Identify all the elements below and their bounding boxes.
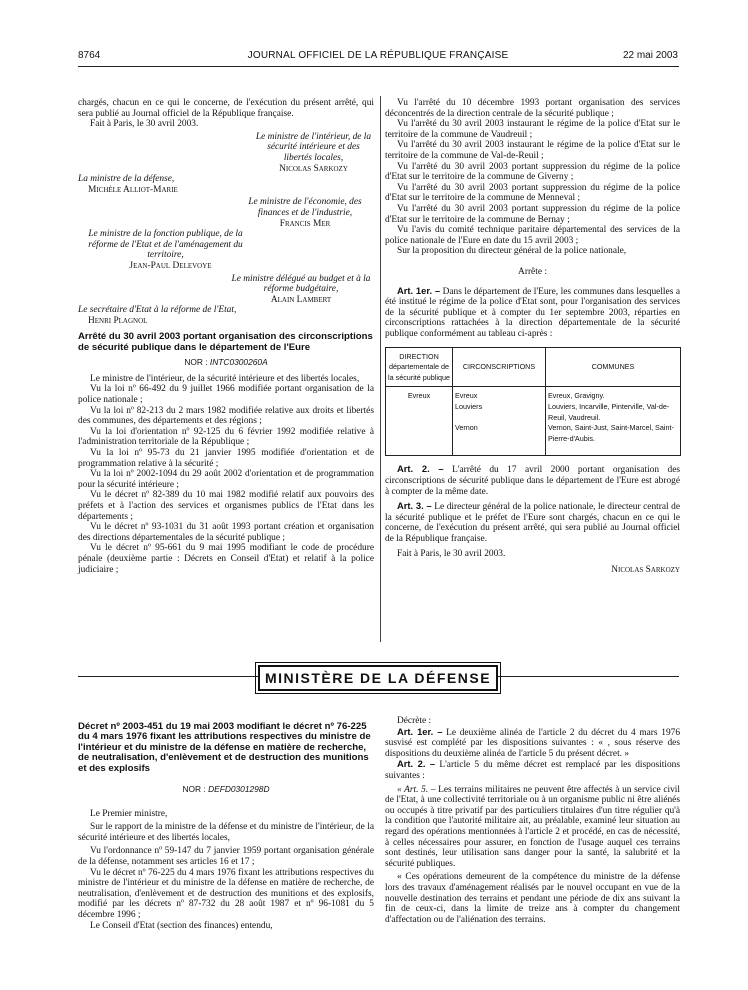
ministry-heading: MINISTÈRE DE LA DÉFENSE bbox=[258, 665, 498, 691]
article-text: L'article 5 du même décret est remplacé par les dispositions suivantes : bbox=[385, 760, 681, 781]
article-2 bbox=[385, 464, 680, 497]
paragraph: Le Conseil d'Etat (section des finances) entendu, bbox=[90, 920, 273, 931]
article-label: Art. 2. – bbox=[397, 463, 444, 475]
article-label: Art. 3. – bbox=[397, 500, 432, 512]
signatory-name: Michèle Alliot-Marie bbox=[88, 184, 178, 195]
article-text: Les terrains militaires ne peuvent être affectés à un service civil de l'Etat, à une collectivité territoriale ou à un organisme public ni être aliénés ou occupés à titre privatif par des particuliers titulaires d'un titre régulier qu'à la condition que l'autorité militaire ait, au préalable, examiné leur situation au regard des opérations mentionnées à l'article 2 et procédé, en cas de nécessité, à celles nécessaires pour assurer, en fonction de l'usage auquel ces terrains sont destinés, leur utilisation sans danger pour la santé, la salubrité et la sécurité publiques. bbox=[385, 784, 681, 869]
signature-block bbox=[228, 274, 374, 306]
table-row bbox=[386, 387, 681, 456]
article-text: Dans le département de l'Eure, les communes dans lesquelles a été institué le régime de la police d'Etat sont, pour l'organisation des services de la sécurité publique et à compter du 1er septembre 2003, réparties en circonscriptions rattachées à la direction départementale de la sécurité publique conformément au tableau ci-après : bbox=[385, 286, 681, 339]
signatory-role: La ministre de la défense, bbox=[78, 174, 175, 185]
communes: Evreux, Gravigny. bbox=[548, 391, 605, 401]
page-header bbox=[78, 50, 678, 66]
paragraph: Vu l'arrêté du 30 avril 2003 instaurant le régime de la police d'Etat sur le territoire de la commune de Val-de-Reuil ; bbox=[385, 140, 680, 161]
paragraph: Vu l'arrêté du 30 avril 2003 portant suppression du régime de la police d'Etat sur le territoire de la commune de Bernay ; bbox=[385, 203, 680, 225]
circonscriptions-table bbox=[385, 347, 681, 456]
paragraph: Sur le rapport de la ministre de la défense et du ministre de l'intérieur, de la sécurité intérieure et des libertés locales, bbox=[78, 822, 374, 843]
paragraph: Vu l'arrêté du 30 avril 2003 instaurant le régime de la police d'Etat sur le territoire de la commune de Vaudreuil ; bbox=[385, 119, 680, 140]
paragraph: Le Premier ministre, bbox=[90, 808, 168, 819]
article-label: « Art. 5. – bbox=[397, 784, 436, 795]
paragraph: Vu la loi nº 2002-1094 du 29 août 2002 d'orientation et de programmation pour la sécurité intérieure ; bbox=[78, 469, 374, 490]
paragraph: Vu le décret nº 95-661 du 9 mai 1995 modifiant le code de procédure pénale (deuxième partie : Décrets en Conseil d'Etat) et relatif à la police judiciaire ; bbox=[78, 543, 374, 575]
signature-block bbox=[236, 197, 374, 229]
paragraph: Vu le décret nº 82-389 du 10 mai 1982 modifié relatif aux pouvoirs des préfets et à l'action des services et organismes publics de l'Etat dans les départements ; bbox=[78, 490, 374, 522]
nor-code: INTC0300260A bbox=[209, 357, 268, 368]
column-separator bbox=[380, 96, 381, 642]
paragraph: Vu la loi nº 95-73 du 21 janvier 1995 modifiée d'orientation et de programmation relative à la sécurité ; bbox=[78, 448, 374, 469]
signature-block bbox=[253, 132, 374, 174]
signatory-role: Le ministre de l'économie, des finances et de l'industrie, bbox=[248, 197, 362, 218]
article-text: L'arrêté du 17 avril 2000 portant organisation des circonscriptions de sécurité publique dans le département de l'Eure est abrogé à compter de la même date. bbox=[385, 465, 681, 497]
signatory-name: Nicolas Sarkozy bbox=[279, 163, 348, 174]
signatory-role: Le ministre de la fonction publique, de la réforme de l'Etat et de l'aménagement du territoire, bbox=[88, 229, 243, 261]
table-cell bbox=[546, 387, 681, 456]
paragraph: Vu l'arrêté du 30 avril 2003 portant suppression du régime de la police d'Etat sur le territoire de la commune de Giverny ; bbox=[385, 161, 680, 183]
left-column bbox=[78, 98, 374, 575]
paragraph: Vu la loi d'orientation nº 92-125 du 6 février 1992 modifiée relative à l'administration territoriale de la République ; bbox=[78, 426, 374, 448]
table-cell: Evreux bbox=[386, 387, 453, 456]
signatory-name: Francis Mer bbox=[279, 218, 331, 229]
nor-code: DEFD0301298D bbox=[208, 784, 270, 795]
article-2 bbox=[385, 759, 680, 781]
header-rule bbox=[78, 66, 679, 67]
signature-block bbox=[78, 305, 278, 326]
article-1 bbox=[385, 727, 680, 760]
article-label: Art. 1er. – bbox=[397, 284, 441, 296]
decrete-heading: Décrète : bbox=[397, 716, 432, 726]
paragraph: Vu l'arrêté du 10 décembre 1993 portant organisation des services déconcentrés de la direction centrale de la sécurité publique ; bbox=[385, 98, 680, 119]
circonscription: Evreux bbox=[455, 391, 478, 401]
table-cell bbox=[453, 387, 546, 456]
table-header: COMMUNES bbox=[546, 348, 681, 387]
paragraph: Fait à Paris, le 30 avril 2003. bbox=[90, 119, 199, 130]
communes: Vernon, Saint-Just, Saint-Marcel, Saint-Pierre-d'Aubis. bbox=[548, 423, 674, 443]
article-text: Le deuxième alinéa de l'article 2 du décret du 4 mars 1976 susvisé est complété par les dispositions suivantes : « , sous réserve des dispositions du deuxième alinéa de l'article 5 du présent décret. » bbox=[385, 727, 681, 759]
right-column bbox=[385, 98, 680, 576]
decree-title: Décret nº 2003-451 du 19 mai 2003 modifiant le décret nº 76-225 du 4 mars 1976 fixant les attributions respectives du ministre de l'intérieur et du ministre de la défense en matière de recherche, de neutralisation, d'enlèvement et de destruction des munitions et des explosifs bbox=[78, 721, 371, 774]
signatory-name: Jean-Paul Delevoye bbox=[129, 260, 212, 271]
paragraph: Vu la loi nº 66-492 du 9 juillet 1966 modifiée portant organisation de la police nationale ; bbox=[78, 384, 374, 406]
decree-title: Arrêté du 30 avril 2003 portant organisation des circonscriptions de sécurité publique dans le département de l'Eure bbox=[78, 331, 373, 353]
article-label: Art. 2. – bbox=[397, 758, 436, 770]
signatory-name: Henri Plagnol bbox=[88, 315, 148, 326]
article-text: Le directeur général de la police nationale, le directeur central de la sécurité publique et le préfet de l'Eure sont chargés, chacun en ce qui le concerne, de l'exécution du présent arrêté, qui sera publié au Journal officiel de la République française. bbox=[385, 502, 681, 545]
article-1 bbox=[385, 286, 680, 340]
paragraph: Vu l'arrêté du 30 avril 2003 portant suppression du régime de la police d'Etat sur le territoire de la commune de Menneval ; bbox=[385, 182, 680, 204]
journal-title: JOURNAL OFFICIEL DE LA RÉPUBLIQUE FRANÇAISE bbox=[247, 50, 509, 61]
article-5 bbox=[385, 785, 680, 870]
paragraph: Vu l'avis du comité technique paritaire départemental des services de la police nationale de l'Eure en date du 15 avril 2003 ; bbox=[385, 225, 680, 246]
arrete-heading: Arrête : bbox=[518, 266, 547, 277]
right-column-2 bbox=[385, 716, 680, 925]
paragraph: « Ces opérations demeurent de la compétence du ministre de la défense lors des travaux d'aménagement réalisés par le nouvel occupant en vue de la nouvelle destination des terrains et pendant une période de dix ans suivant la fin de ceux-ci, dans la limite de treize ans à compter du changement d'affectation ou de l'aliénation des terrains. bbox=[385, 872, 680, 925]
paragraph: Sur la proposition du directeur général de la police nationale, bbox=[397, 246, 627, 257]
paragraph: chargés, chacun en ce qui le concerne, de l'exécution du présent arrêté, qui sera publié au Journal officiel de la République française. bbox=[78, 98, 374, 119]
signatory-name: Alain Lambert bbox=[270, 294, 332, 305]
table-header-row bbox=[386, 348, 681, 387]
signature-block bbox=[78, 174, 208, 195]
issue-date: 22 mai 2003 bbox=[622, 50, 678, 61]
article-3 bbox=[385, 501, 680, 544]
paragraph: Vu l'ordonnance nº 59-147 du 7 janvier 1959 portant organisation générale de la défense, notamment ses articles 16 et 17 ; bbox=[78, 846, 374, 867]
paragraph: Vu la loi nº 82-213 du 2 mars 1982 modifiée relative aux droits et libertés des communes, des départements et des régions ; bbox=[78, 405, 374, 427]
paragraph: Fait à Paris, le 30 avril 2003. bbox=[397, 548, 506, 559]
article-label: Art. 1er. – bbox=[397, 725, 443, 737]
paragraph: Vu le décret nº 93-1031 du 31 août 1993 portant création et organisation des directions départementales de la sécurité publique ; bbox=[78, 522, 374, 543]
paragraph: Le ministre de l'intérieur, de la sécurité intérieure et des libertés locales, bbox=[90, 373, 360, 384]
left-column-2 bbox=[78, 716, 374, 931]
signatory-name: Nicolas Sarkozy bbox=[611, 565, 680, 576]
circonscription: Louviers bbox=[455, 402, 483, 412]
nor-label: NOR : bbox=[182, 784, 206, 795]
nor-reference bbox=[78, 357, 374, 368]
circonscription: Vernon bbox=[455, 422, 478, 432]
nor-reference bbox=[78, 784, 374, 795]
table-header: DIRECTION départementale de la sécurité publique bbox=[386, 348, 453, 387]
nor-label: NOR : bbox=[184, 357, 208, 368]
signatory-role: Le ministre de l'intérieur, de la sécurité intérieure et des libertés locales, bbox=[255, 131, 372, 163]
signatory-role: Le ministre délégué au budget et à la réforme budgétaire, bbox=[231, 273, 371, 295]
paragraph: Vu le décret nº 76-225 du 4 mars 1976 fixant les attributions respectives du ministre de l'intérieur et du ministre de la défense en matière de recherche, de neutralisation, d'enlèvement et de destruction des munitions et des explosifs, modifié par les décrets nº 87-732 du 28 août 1987 et nº 96-1081 du 5 décembre 1996 ; bbox=[78, 867, 374, 920]
page-number: 8764 bbox=[78, 50, 101, 61]
table-header: CIRCONSCRIPTIONS bbox=[453, 348, 546, 387]
signatory-role: Le secrétaire d'Etat à la réforme de l'Etat, bbox=[78, 305, 237, 316]
signature-block bbox=[78, 229, 253, 271]
communes: Louviers, Incarville, Pinterville, Val-de-Reuil, Vaudreuil. bbox=[548, 402, 670, 422]
